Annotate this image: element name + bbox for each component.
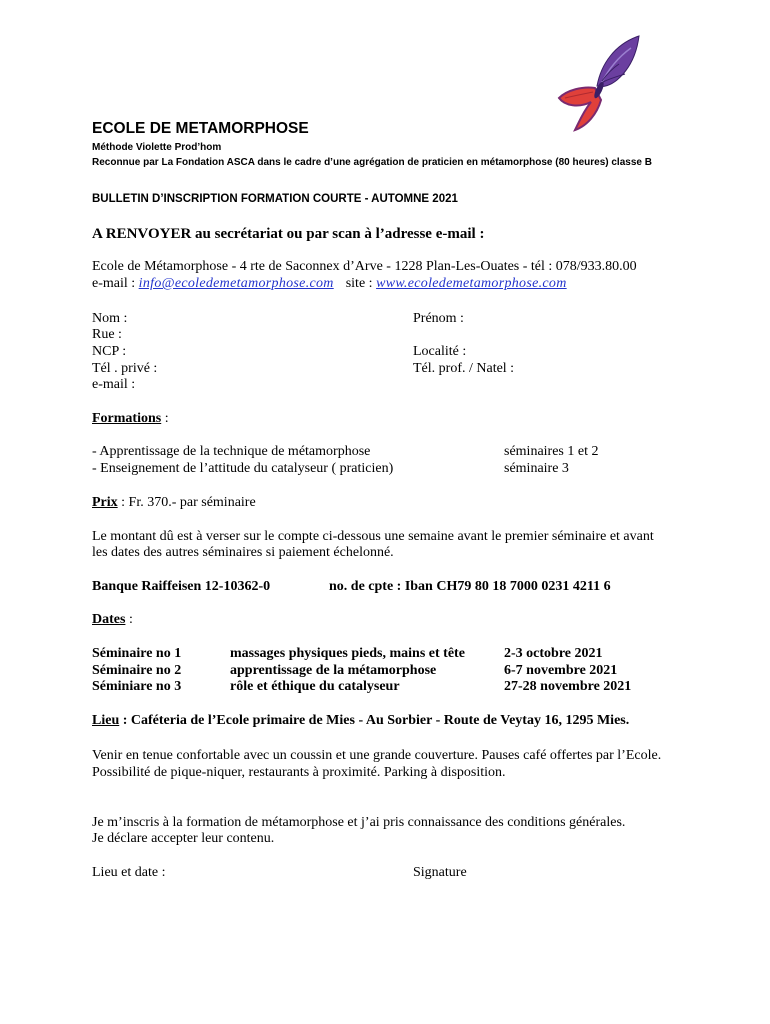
payment-note-line-1: Le montant dû est à verser sur le compte ci-dessous une semaine avant le premier séminaire et avant	[92, 529, 654, 544]
field-localite: Localité :	[413, 344, 467, 359]
formation-item-1-label: - Apprentissage de la technique de métamorphose	[92, 444, 371, 459]
bulletin-title: BULLETIN D’INSCRIPTION FORMATION COURTE - AUTOMNE 2021	[92, 193, 458, 205]
contact-line	[92, 276, 567, 292]
price-value: : Fr. 370.- par séminaire	[117, 495, 256, 510]
bank-name: Banque Raiffeisen 12-10362-0	[92, 579, 271, 594]
school-title: ECOLE DE METAMORPHOSE	[92, 120, 309, 137]
formations-label: Formations	[92, 411, 162, 426]
seminar-3-date: 27-28 novembre 2021	[504, 679, 632, 694]
declaration-line-1: Je m’inscris à la formation de métamorphose et j’ai pris connaissance des conditions générales.	[92, 815, 626, 830]
formation-item-2-label: - Enseignement de l’attitude du catalyseur ( praticien)	[92, 461, 394, 476]
formation-item-1-sessions: séminaires 1 et 2	[504, 444, 599, 459]
seminar-1-topic: massages physiques pieds, mains et tête	[230, 646, 465, 661]
location-label: Lieu	[92, 713, 120, 728]
seminar-2-date: 6-7 novembre 2021	[504, 663, 618, 678]
signature-label: Signature	[413, 865, 467, 880]
formation-item-2-sessions: séminaire 3	[504, 461, 569, 476]
formations-heading	[92, 411, 169, 427]
field-tel-prive: Tél . privé :	[92, 361, 158, 376]
field-ncp: NCP :	[92, 344, 127, 359]
price-line	[92, 495, 256, 511]
site-link[interactable]: www.ecoledemetamorphose.com	[376, 276, 567, 291]
dates-label: Dates	[92, 612, 126, 627]
declaration-line-2: Je déclare accepter leur contenu.	[92, 831, 275, 846]
recognition-line: Reconnue par La Fondation ASCA dans le cadre d’une agrégation de praticien en métamorphose (80 heures) classe B	[92, 157, 652, 168]
seminar-3-topic: rôle et éthique du catalyseur	[230, 679, 400, 694]
seminar-1-date: 2-3 octobre 2021	[504, 646, 603, 661]
place-date-label: Lieu et date :	[92, 865, 166, 880]
address-line: Ecole de Métamorphose - 4 rte de Saconnex d’Arve - 1228 Plan-Les-Ouates - tél : 078/933.80.00	[92, 259, 637, 274]
field-email: e-mail :	[92, 377, 136, 392]
field-rue: Rue :	[92, 327, 122, 342]
field-nom: Nom :	[92, 311, 128, 326]
dates-colon: :	[125, 612, 133, 627]
info-line-2: Possibilité de pique-niquer, restaurants à proximité. Parking à disposition.	[92, 765, 506, 780]
method-subtitle: Méthode Violette Prod’hom	[92, 142, 222, 153]
email-label: e-mail :	[92, 276, 139, 291]
email-link[interactable]: info@ecoledemetamorphose.com	[138, 276, 334, 291]
bank-account: no. de cpte : Iban CH79 80 18 7000 0231 4211 6	[329, 579, 611, 594]
dates-heading	[92, 612, 133, 628]
seminar-2-topic: apprentissage de la métamorphose	[230, 663, 437, 678]
location-line	[92, 713, 629, 729]
seminar-2-name: Séminaire no 2	[92, 663, 182, 678]
field-prenom: Prénom :	[413, 311, 464, 326]
seminar-1-name: Séminaire no 1	[92, 646, 182, 661]
send-to-heading: A RENVOYER au secrétariat ou par scan à l’adresse e-mail :	[92, 226, 485, 242]
seminar-3-name: Séminiare no 3	[92, 679, 182, 694]
payment-note-line-2: les dates des autres séminaires si paiement échelonné.	[92, 545, 394, 560]
price-label: Prix	[92, 495, 118, 510]
info-line-1: Venir en tenue confortable avec un coussin et une grande couverture. Pauses café offertes par l’Ecole.	[92, 748, 662, 763]
location-value: : Caféteria de l’Ecole primaire de Mies - Au Sorbier - Route de Veytay 16, 1295 Mies.	[119, 713, 630, 728]
butterfly-logo-icon	[553, 34, 645, 134]
field-tel-prof: Tél. prof. / Natel :	[413, 361, 515, 376]
formations-colon: :	[161, 411, 169, 426]
site-label: site :	[345, 276, 377, 291]
